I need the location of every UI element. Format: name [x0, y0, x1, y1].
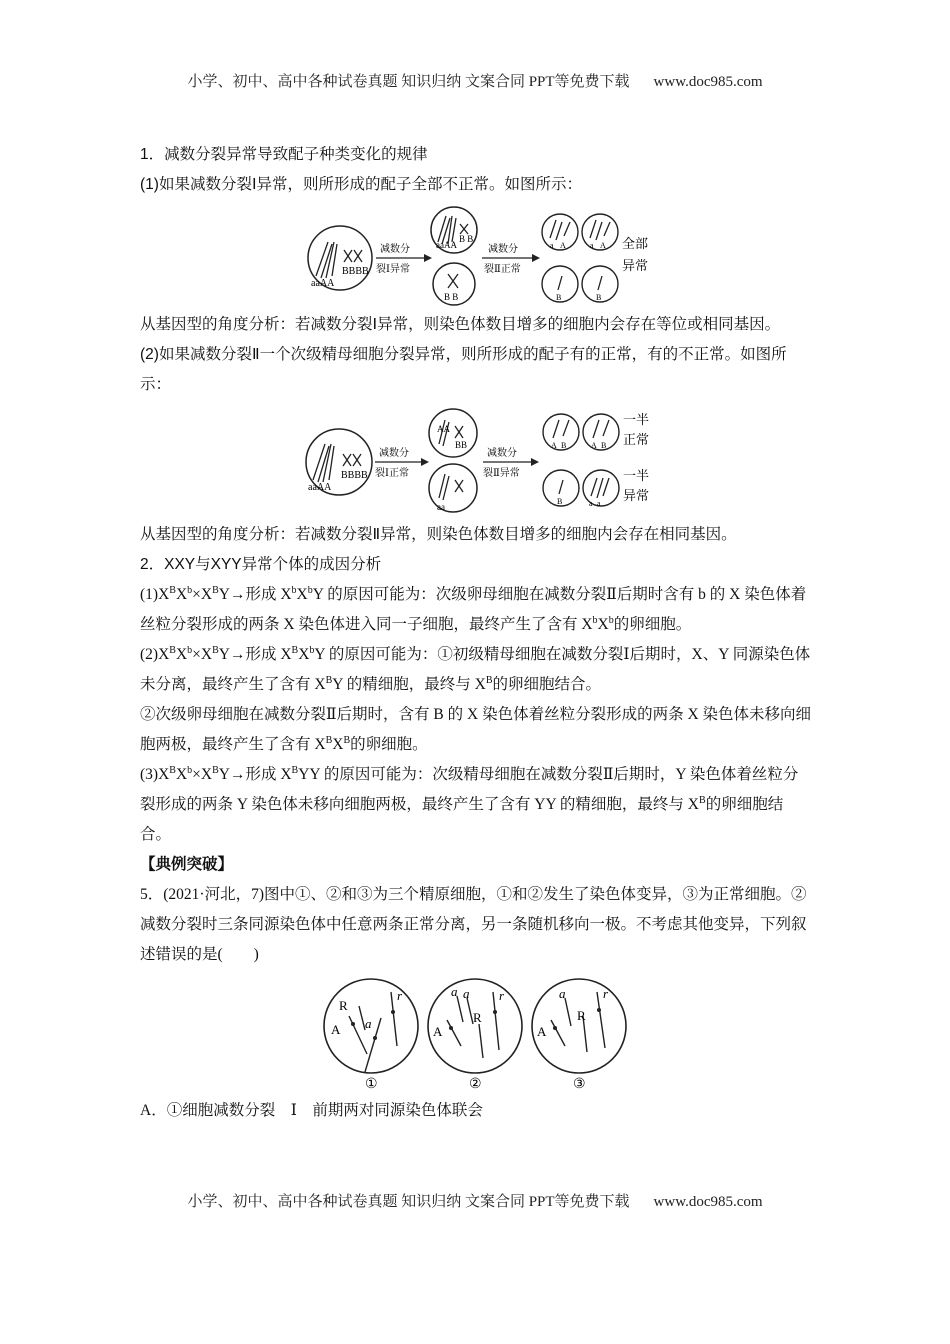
- header-url[interactable]: www.doc985.com: [653, 74, 763, 90]
- svg-text:A: A: [433, 1024, 443, 1039]
- section1-p2: 从基因型的角度分析：若减数分裂Ⅰ异常，则染色体数目增多的细胞内会存在等位或相同基因。: [140, 316, 781, 333]
- section2-item2: $(2)X^BX^b\times X^BY\to$形成 $X^BX^bY$ 的原因可能为：①初级精母细胞在减数分裂Ⅰ后期时，X、Y 同源染色体未分离，最终产生了含有 $X^BY$ 的精细胞，最终与 $X^B$的卵细胞结合。: [140, 644, 811, 693]
- svg-text:B: B: [561, 441, 567, 450]
- section1-p4: 从基因型的角度分析：若减数分裂Ⅱ异常，则染色体数目增多的细胞内会存在相同基因。: [140, 526, 737, 543]
- figure3-svg: [321, 976, 631, 1092]
- svg-text:减数分: 减数分: [379, 448, 409, 459]
- svg-text:R: R: [339, 998, 348, 1013]
- cell-2: [428, 979, 522, 1092]
- section2-item1: $(1)X^BX^b\times X^BY\to$形成 $X^bX^bY$ 的原因可能为：次级卵母细胞在减数分裂Ⅱ后期时含有 b 的 X 染色体着丝粒分裂形成的两条 X 染色体进入同一子细胞，最终产生了含有 $X^bX^b$的卵细胞。: [140, 584, 807, 633]
- svg-text:r: r: [603, 986, 609, 1001]
- footer-url[interactable]: www.doc985.com: [653, 1194, 763, 1210]
- svg-text:a: a: [463, 986, 470, 1001]
- cell-3-label: ③: [573, 1077, 586, 1092]
- svg-text:一半: 一半: [623, 412, 650, 427]
- gene-aaAA: aaAA: [310, 278, 334, 289]
- svg-text:r: r: [397, 988, 403, 1003]
- svg-text:减数分: 减数分: [487, 448, 517, 459]
- svg-text:B: B: [557, 497, 563, 506]
- figure-meiosis-I-abnormal: [140, 206, 812, 306]
- svg-text:A: A: [591, 441, 597, 450]
- svg-text:裂Ⅱ异常: 裂Ⅱ异常: [483, 468, 520, 479]
- svg-text:BB: BB: [455, 440, 468, 450]
- svg-text:aaAA: aaAA: [308, 482, 332, 493]
- section1-title: 1．减数分裂异常导致配子种类变化的规律: [140, 146, 428, 163]
- page-header: [0, 70, 950, 91]
- page-footer: [0, 1190, 950, 1211]
- svg-text:a: a: [589, 499, 593, 508]
- svg-text:异常: 异常: [623, 488, 650, 503]
- svg-text:aaAA: aaAA: [435, 240, 457, 250]
- svg-text:B: B: [595, 293, 601, 302]
- svg-text:R: R: [473, 1010, 482, 1025]
- svg-text:正常: 正常: [623, 432, 650, 447]
- figure-meiosis-II-abnormal: [140, 406, 812, 516]
- section2-item2-2: ②次级卵母细胞在减数分裂Ⅱ后期时，含有 B 的 X 染色体着丝粒分裂形成的两条 X 染色体未移向细胞两极，最终产生了含有 $X^BX^B$的卵细胞。: [140, 706, 812, 753]
- svg-text:A: A: [331, 1022, 341, 1037]
- figure1-svg: [304, 206, 649, 306]
- figure2-svg: [301, 406, 651, 516]
- svg-text:B B: B B: [458, 234, 473, 244]
- svg-text:裂Ⅱ正常: 裂Ⅱ正常: [483, 264, 521, 275]
- label-all: 全部: [621, 236, 648, 251]
- cell-1-label: ①: [365, 1077, 378, 1092]
- option-a[interactable]: A．①细胞减数分裂 Ⅰ 前期两对同源染色体联会: [140, 1102, 483, 1119]
- svg-text:r: r: [499, 988, 505, 1003]
- cell-1: [324, 979, 418, 1092]
- arrow1-bottom: 裂Ⅰ异常: [375, 264, 410, 275]
- svg-text:B: B: [601, 441, 607, 450]
- svg-text:A: A: [599, 241, 606, 250]
- footer-text: 小学、初中、高中各种试卷真题 知识归纳 文案合同 PPT等免费下载: [187, 1194, 630, 1210]
- figure-spermatogonia: [140, 976, 812, 1092]
- arrow1-top: 减数分: [379, 244, 410, 255]
- svg-text:a: a: [365, 1016, 372, 1031]
- svg-text:B B: B B: [443, 292, 458, 302]
- section2-item3: $(3)X^BX^b\times X^BY\to$形成 $X^BYY$ 的原因可能为：次级精母细胞在减数分裂Ⅱ后期时，Y 染色体着丝粒分裂形成的两条 Y 染色体未移向细胞两极，最终产生了含有 YY 的精细胞，最终与 $X^B$的卵细胞结合。: [140, 764, 799, 843]
- svg-text:A: A: [537, 1024, 547, 1039]
- svg-text:a: a: [589, 241, 594, 250]
- svg-text:R: R: [577, 1008, 586, 1023]
- cell-3: [532, 979, 626, 1092]
- cell-2-label: ②: [469, 1077, 482, 1092]
- svg-text:裂Ⅰ正常: 裂Ⅰ正常: [375, 468, 409, 479]
- section2-title: 2．XXY与XYY异常个体的成因分析: [140, 556, 382, 573]
- example-question: 5．(2021·河北，7)图中①、②和③为三个精原细胞，①和②发生了染色体变异，③为正常细胞。②减数分裂时三条同源染色体中任意两条正常分离，另一条随机移向一极。不考虑其他变异，下列叙述错误的是( ): [140, 886, 807, 963]
- svg-text:aa: aa: [437, 502, 445, 512]
- svg-text:A: A: [559, 241, 566, 250]
- svg-text:a: a: [597, 499, 601, 508]
- section1-p1: (1)如果减数分裂Ⅰ异常，则所形成的配子全部不正常。如图所示：: [140, 176, 583, 193]
- svg-text:B: B: [555, 293, 561, 302]
- svg-text:BBBB: BBBB: [341, 470, 368, 481]
- document-body: [140, 140, 812, 1126]
- section1-p3: (2)如果减数分裂Ⅱ一个次级精母细胞分裂异常，则所形成的配子有的正常，有的不正常。如图所示：: [140, 346, 787, 393]
- label-abnormal: 异常: [621, 258, 648, 273]
- svg-text:a: a: [451, 984, 458, 999]
- example-heading: 【典例突破】: [140, 856, 234, 873]
- gene-BBBB: BBBB: [341, 266, 369, 277]
- svg-text:a: a: [559, 986, 566, 1001]
- svg-text:一半: 一半: [623, 468, 650, 483]
- svg-text:A: A: [551, 441, 557, 450]
- svg-text:减数分: 减数分: [487, 244, 518, 255]
- svg-text:AA: AA: [437, 424, 450, 434]
- header-text: 小学、初中、高中各种试卷真题 知识归纳 文案合同 PPT等免费下载: [187, 74, 630, 90]
- svg-text:a: a: [549, 241, 554, 250]
